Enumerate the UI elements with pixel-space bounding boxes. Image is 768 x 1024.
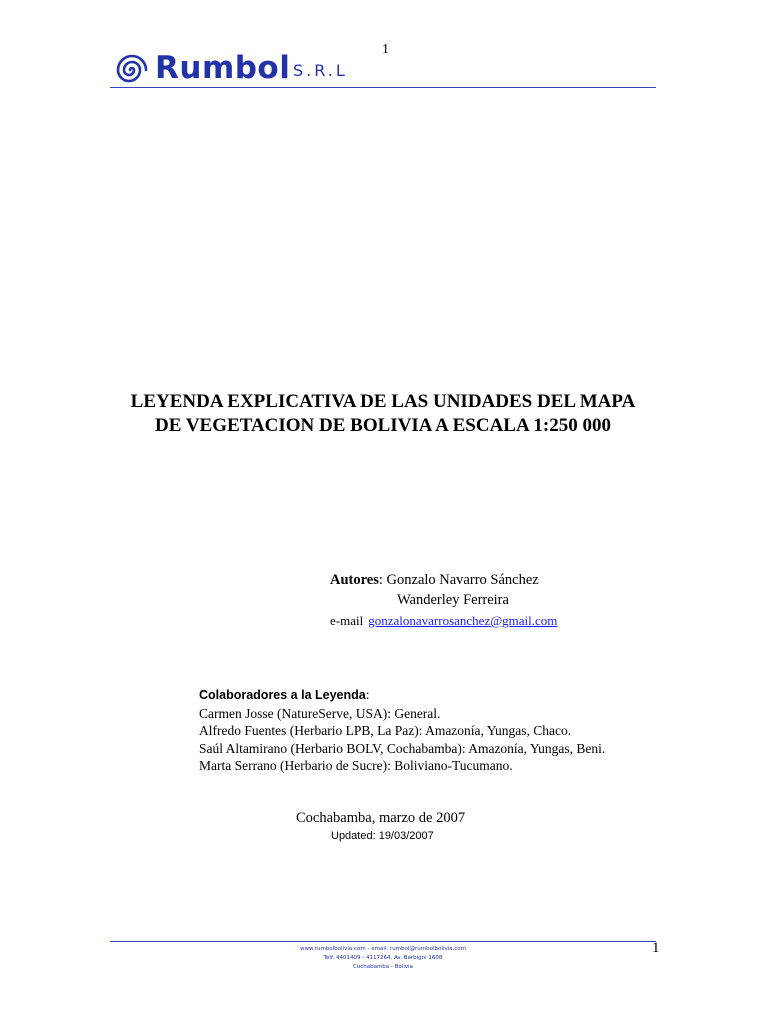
title-line-2: DE VEGETACION DE BOLIVIA A ESCALA 1:250 000 — [155, 415, 611, 436]
author-1: Gonzalo Navarro Sánchez — [386, 572, 539, 588]
email-link[interactable]: gonzalonavarrosanchez@gmail.com — [368, 613, 558, 628]
superscript-number: 1 — [382, 42, 389, 57]
authors-label: Autores — [330, 572, 379, 588]
document-title — [110, 390, 656, 438]
footer-rule — [110, 941, 656, 942]
collaborator-item: Saúl Altamirano (Herbario BOLV, Cochabamba): Amazonía, Yungas, Beni. — [199, 740, 606, 756]
brand-suffix: S.R.L — [293, 61, 348, 80]
title-line-1: LEYENDA EXPLICATIVA DE LAS UNIDADES DEL MAPA — [130, 391, 636, 412]
collaborator-item: Alfredo Fuentes (Herbario LPB, La Paz): Amazonía, Yungas, Chaco. — [199, 723, 572, 738]
footer — [110, 945, 656, 972]
authors-colon: : — [378, 572, 387, 588]
authors-block — [330, 570, 557, 631]
footer-line-3: Cochabamba - Bolivia — [353, 964, 413, 970]
header — [110, 40, 656, 88]
author-2: Wanderley Ferreira — [397, 592, 509, 608]
collaborators-colon: : — [365, 687, 370, 702]
spiral-logo-icon — [114, 52, 150, 88]
header-rule — [110, 87, 656, 88]
email-label: e-mail — [330, 613, 364, 628]
email-line — [330, 611, 557, 631]
collaborator-item: Carmen Josse (NatureServe, USA): General. — [199, 705, 441, 721]
footer-line-1: www.rumbolbolivia.com - email: rumbol@rumbolbolivia.com — [299, 946, 467, 952]
place-date: Cochabamba, marzo de 2007 — [296, 810, 466, 826]
footer-line-2: Telf. 4401409 - 4117264, Av. Barbigni 1608 — [323, 955, 443, 961]
brand-name: Rumbol — [155, 50, 291, 86]
page-number: 1 — [652, 940, 660, 956]
collaborators-block — [199, 686, 605, 775]
collaborator-item: Marta Serrano (Herbario de Sucre): Boliviano-Tucumano. — [199, 758, 513, 773]
collaborators-title: Colaboradores a la Leyenda — [199, 688, 366, 702]
updated-date: Updated: 19/03/2007 — [331, 830, 434, 842]
